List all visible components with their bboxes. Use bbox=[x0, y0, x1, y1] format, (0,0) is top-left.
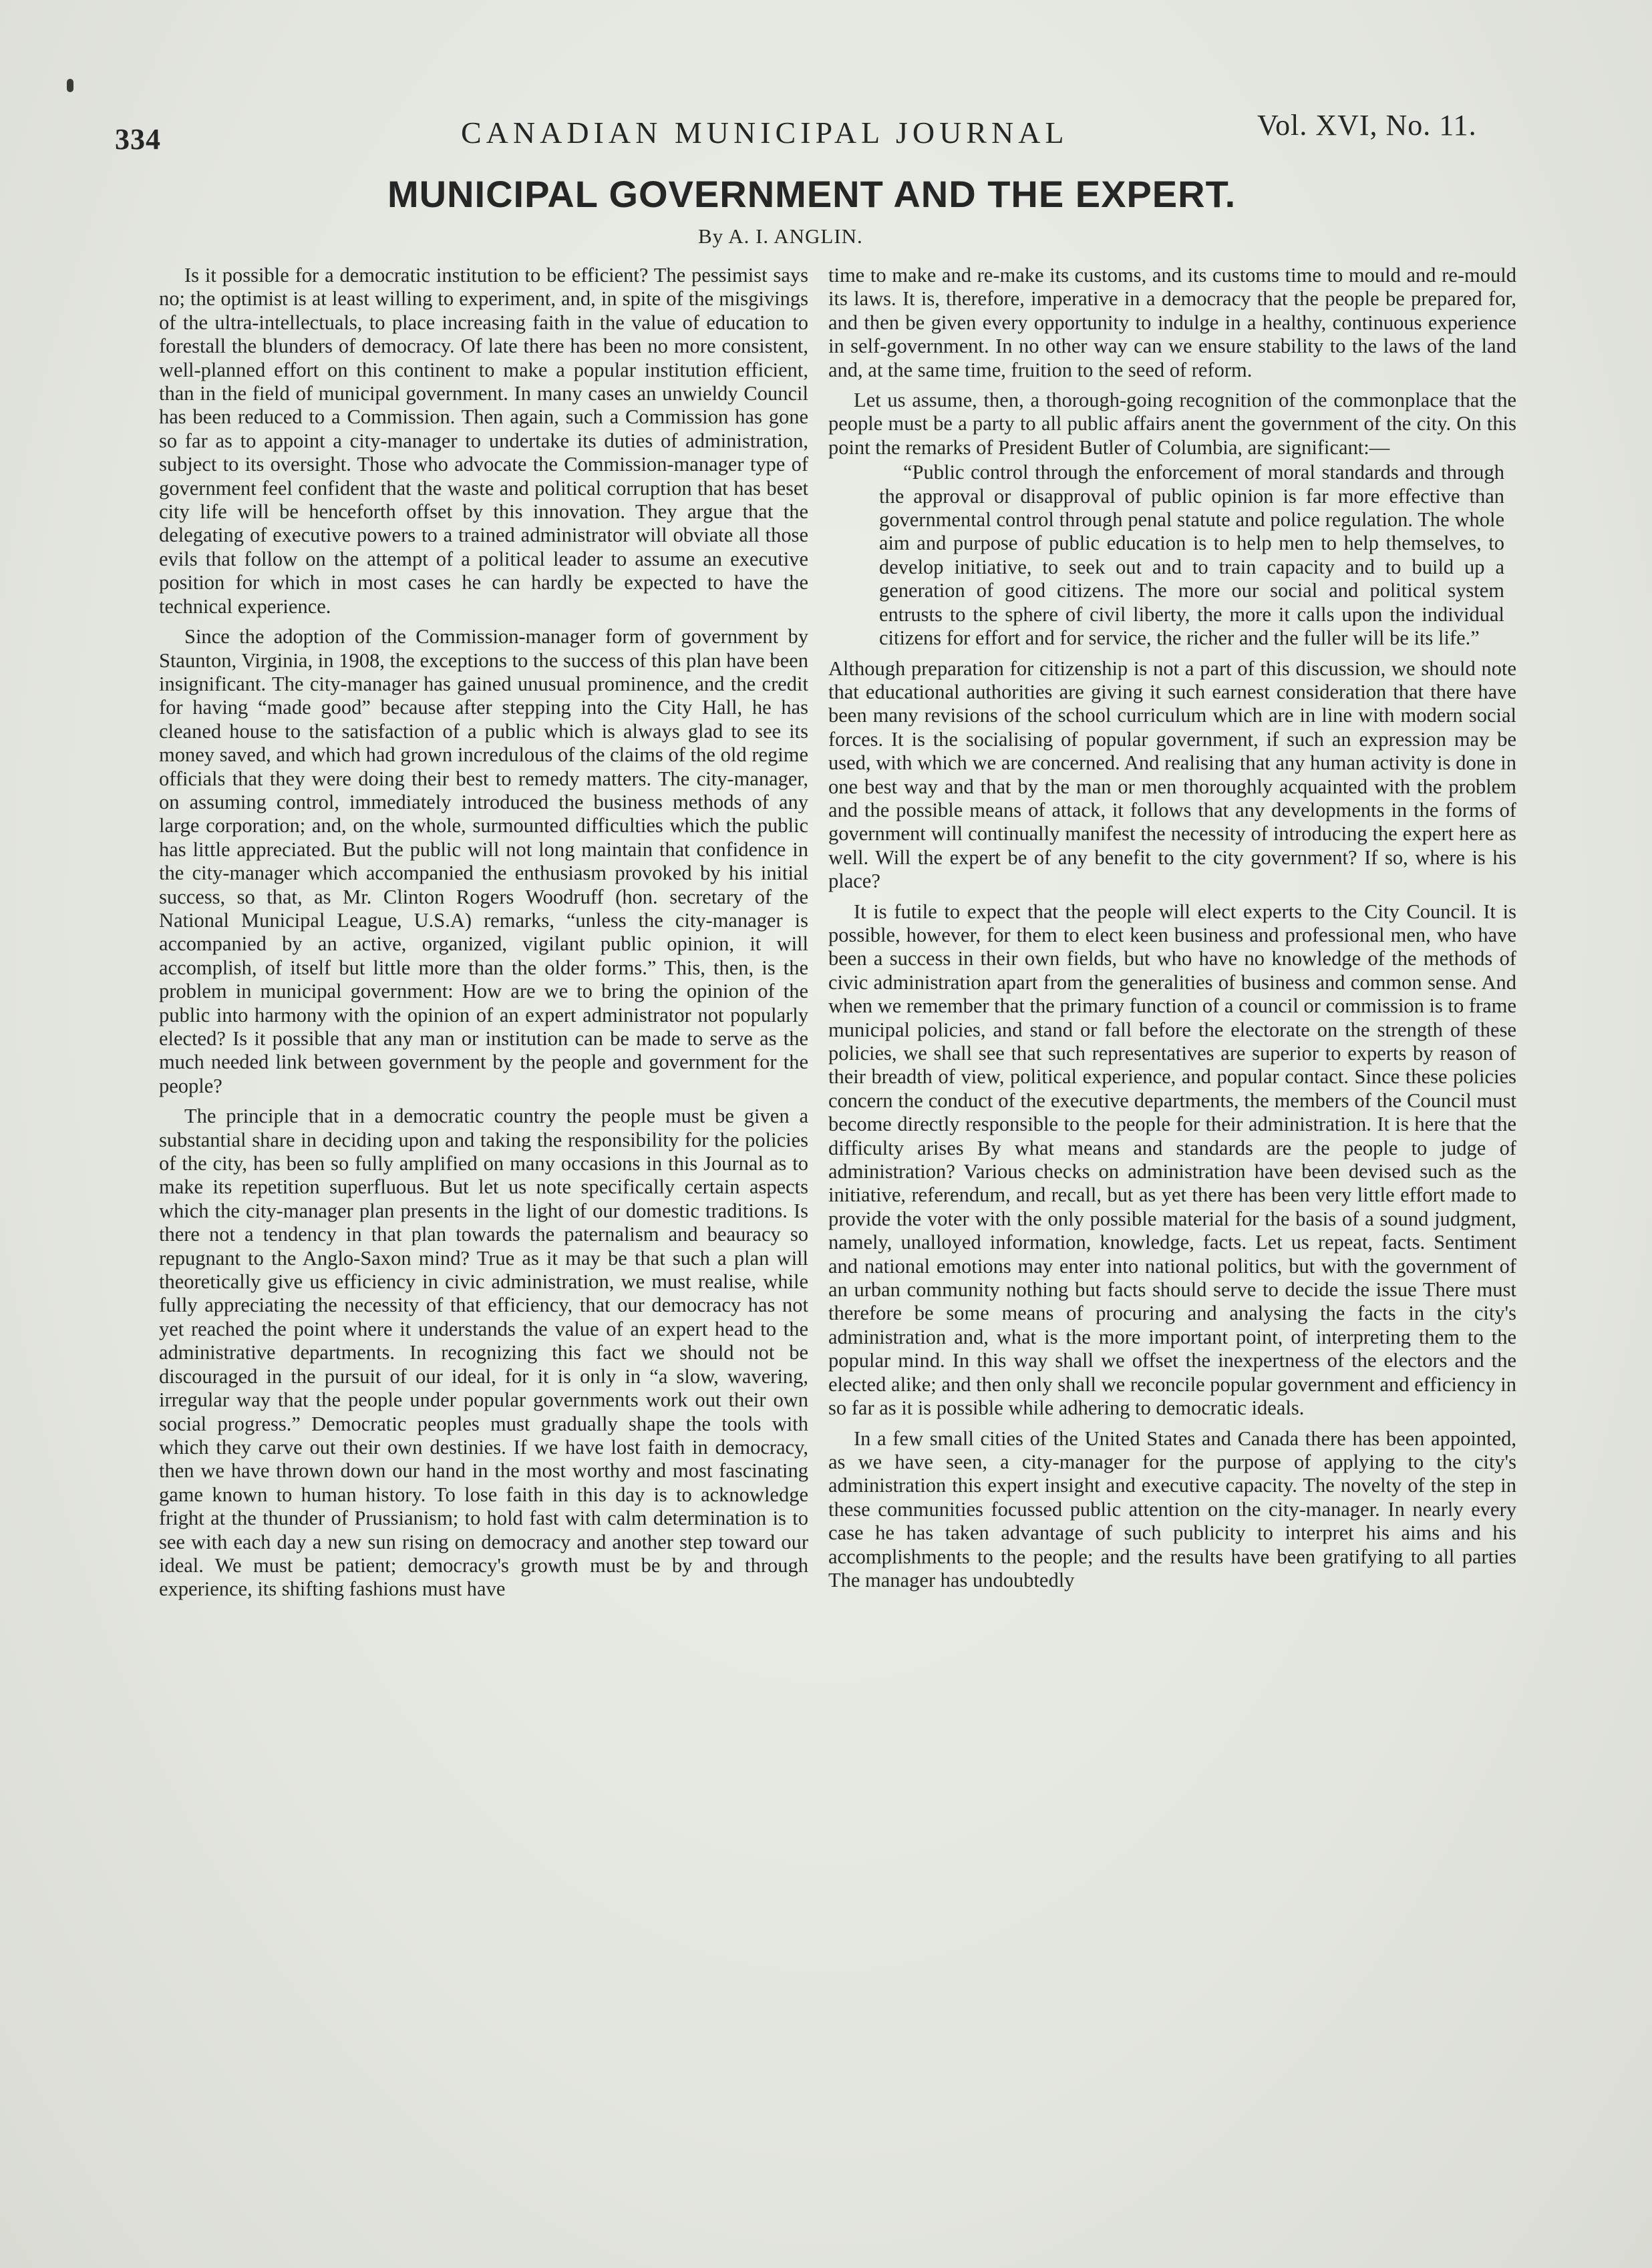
paragraph: The principle that in a democratic country the people must be given a substantial share in deciding upon and taking the responsibility for the policies of the city, has been so fully amplified on many occasions in this Journal as to make its repetition superfluous. But let us note specifically certain aspects which the city-manager plan presents in the light of our domestic traditions. Is there not a tendency in that plan towards the paternalism and beauracy so repugnant to the Anglo-Saxon mind? True as it may be that such a plan will theoretically give us efficiency in civic administration, we must realise, while fully appreciating the necessity of that efficiency, that our democracy has not yet reached the point where it understands the value of an expert head to the administrative departments. In recognizing this fact we should not be discouraged in the pursuit of our ideal, for it is only in “a slow, wavering, irregular way that the people under popular governments work out their own social progress.” Democratic peoples must gradually shape the tools with which they carve out their own destinies. If we have lost faith in democracy, then we have thrown down our hand in the most worthy and most fascinating game known to human history. To lose faith in this day is to acknowledge fright at the thunder of Prussianism; to hold fast with calm determination is to see with each day a new sun rising on democracy and another step toward our ideal. We must be patient; democracy's growth must be by and through experience, its shifting fashions must have bbox=[159, 1105, 808, 1601]
paragraph: Since the adoption of the Commission-manager form of government by Staunton, Virginia, in 1908, the exceptions to the success of this plan have been insignificant. The city-manager has gained unusual prominence, and the credit for having “made good” because after stepping into the City Hall, he has cleaned house to the satisfaction of a public which is always glad to see its money saved, and which had grown incredulous of the claims of the old regime officials that they were doing their best to remedy matters. The city-manager, on assuming control, immediately introduced the business methods of any large corporation; and, on the whole, surmounted difficulties which the public has little appreciated. But the public will not long maintain that confidence in the city-manager which accompanied the enthusiasm provoked by his initial success, so that, as Mr. Clinton Rogers Woodruff (hon. secretary of the National Municipal League, U.S.A) remarks, “unless the city-manager is accompanied by an active, organized, vigilant public opinion, it will accomplish, of itself but little more than the older forms.” This, then, is the problem in municipal government: How are we to bring the opinion of the public into harmony with the opinion of an expert administrator not popularly elected? Is it possible that any man or institution can be made to serve as the much needed link between government by the people and government for the people? bbox=[159, 625, 808, 1097]
block-quote: “Public control through the enforcement of moral standards and through the approval or disapproval of public opinion is far more effective than governmental control through penal statute and police regulation. The whole aim and purpose of public education is to help men to help themselves, to develop initiative, to seek out and to train capacity and to build up a generation of good citizens. The more our social and political system entrusts to the sphere of civil liberty, the more it calls upon the individual citizens for effort and for service, the richer and the fuller will be its life.” bbox=[879, 461, 1504, 650]
paragraph: In a few small cities of the United States and Canada there has been appointed, as we have seen, a city-manager for the purpose of applying to the city's administration this expert insight and executive capacity. The novelty of the step in these communities focussed public attention on the city-manager. In nearly every case he has taken advantage of such publicity to interpret his aims and his accomplishments to the people; and the results have been gratifying to all parties The manager has undoubtedly bbox=[828, 1427, 1516, 1591]
paragraph: Although preparation for citizenship is not a part of this discussion, we should note that educational authorities are giving it such earnest consideration that there have been many revisions of the school curriculum which are in line with modern social forces. It is the socialising of popular government, if such an expression may be used, with which we are concerned. And realising that any human activity is done in one best way and that by the man or men thoroughly acquainted with the problem and the possible means of attack, it follows that any developments in the forms of government will continually manifest the necessity of introducing the expert here as well. Will the expert be of any benefit to the city government? If so, where is his place? bbox=[828, 656, 1516, 893]
journal-title: CANADIAN MUNICIPAL JOURNAL bbox=[461, 116, 1069, 150]
article-title: MUNICIPAL GOVERNMENT AND THE EXPERT. bbox=[387, 173, 1236, 215]
paragraph: time to make and re-make its customs, and its customs time to mould and re-mould its laws. It is, therefore, imperative in a democracy that the people be prepared for, and then be given every opportunity to indulge in a healthy, continuous experience in self-government. In no other way can we ensure stability to the laws of the land and, at the same time, fruition to the seed of reform. bbox=[828, 264, 1516, 381]
print-blemish bbox=[67, 79, 73, 92]
paragraph: It is futile to expect that the people will elect experts to the City Council. It is possible, however, for them to elect keen business and professional men, who have been a success in their own fields, but who have no knowledge of the methods of civic administration apart from the generalities of business and common sense. And when we remember that the primary function of a council or commission is to frame municipal policies, and stand or fall before the electorate on the strength of these policies, we shall see that such representatives are superior to experts by reason of their breadth of view, political experience, and popular contact. Since these policies concern the conduct of the executive departments, the members of the Council must become directly responsible to the people for their administration. It is here that the difficulty arises By what means and standards are the people to judge of administration? Various checks on administration have been devised such as the initiative, referendum, and recall, but as yet there has been very little effort made to provide the voter with the only possible material for the basis of a sound judgment, namely, unalloyed information, knowledge, facts. Let us repeat, facts. Sentiment and national emotions may enter into national politics, but with the government of an urban community nothing but facts should serve to decide the issue There must therefore be some means of procuring and analysing the facts in the city's administration and, what is the more important point, of interpreting them to the popular mind. In this way shall we offset the inexpertness of the electors and the elected alike; and then only shall we reconcile popular government and efficiency in so far as it is possible while adhering to democratic ideals. bbox=[828, 900, 1516, 1420]
right-column bbox=[828, 264, 1516, 2227]
paragraph: Let us assume, then, a thorough-going recognition of the commonplace that the people must be a party to all public affairs anent the government of the city. On this point the remarks of President Butler of Columbia, are significant:— bbox=[828, 389, 1516, 459]
issue-label: Vol. XVI, No. 11. bbox=[1257, 109, 1477, 142]
article-byline: By A. I. ANGLIN. bbox=[698, 224, 863, 248]
left-column bbox=[159, 264, 808, 2227]
page-number: 334 bbox=[115, 123, 161, 156]
paragraph: Is it possible for a democratic institution to be efficient? The pessimist says no; the optimist is at least willing to experiment, and, in spite of the misgivings of the ultra-intellectuals, to place increasing faith in the value of education to forestall the blunders of democracy. Of late there has been no more consistent, well-planned effort on this continent to make a popular institution efficient, than in the field of municipal government. In many cases an unwieldy Council has been reduced to a Commission. Then again, such a Commission has gone so far as to appoint a city-manager to undertake its duties of administration, subject to its oversight. Those who advocate the Commission-manager type of government feel confident that the waste and political corruption that has beset city life will be henceforth offset by this innovation. They argue that the delegating of executive powers to a trained administrator will obviate all those evils that follow on the attempt of a political leader to assume an executive position for which in most cases he can hardly be expected to have the technical experience. bbox=[159, 264, 808, 618]
